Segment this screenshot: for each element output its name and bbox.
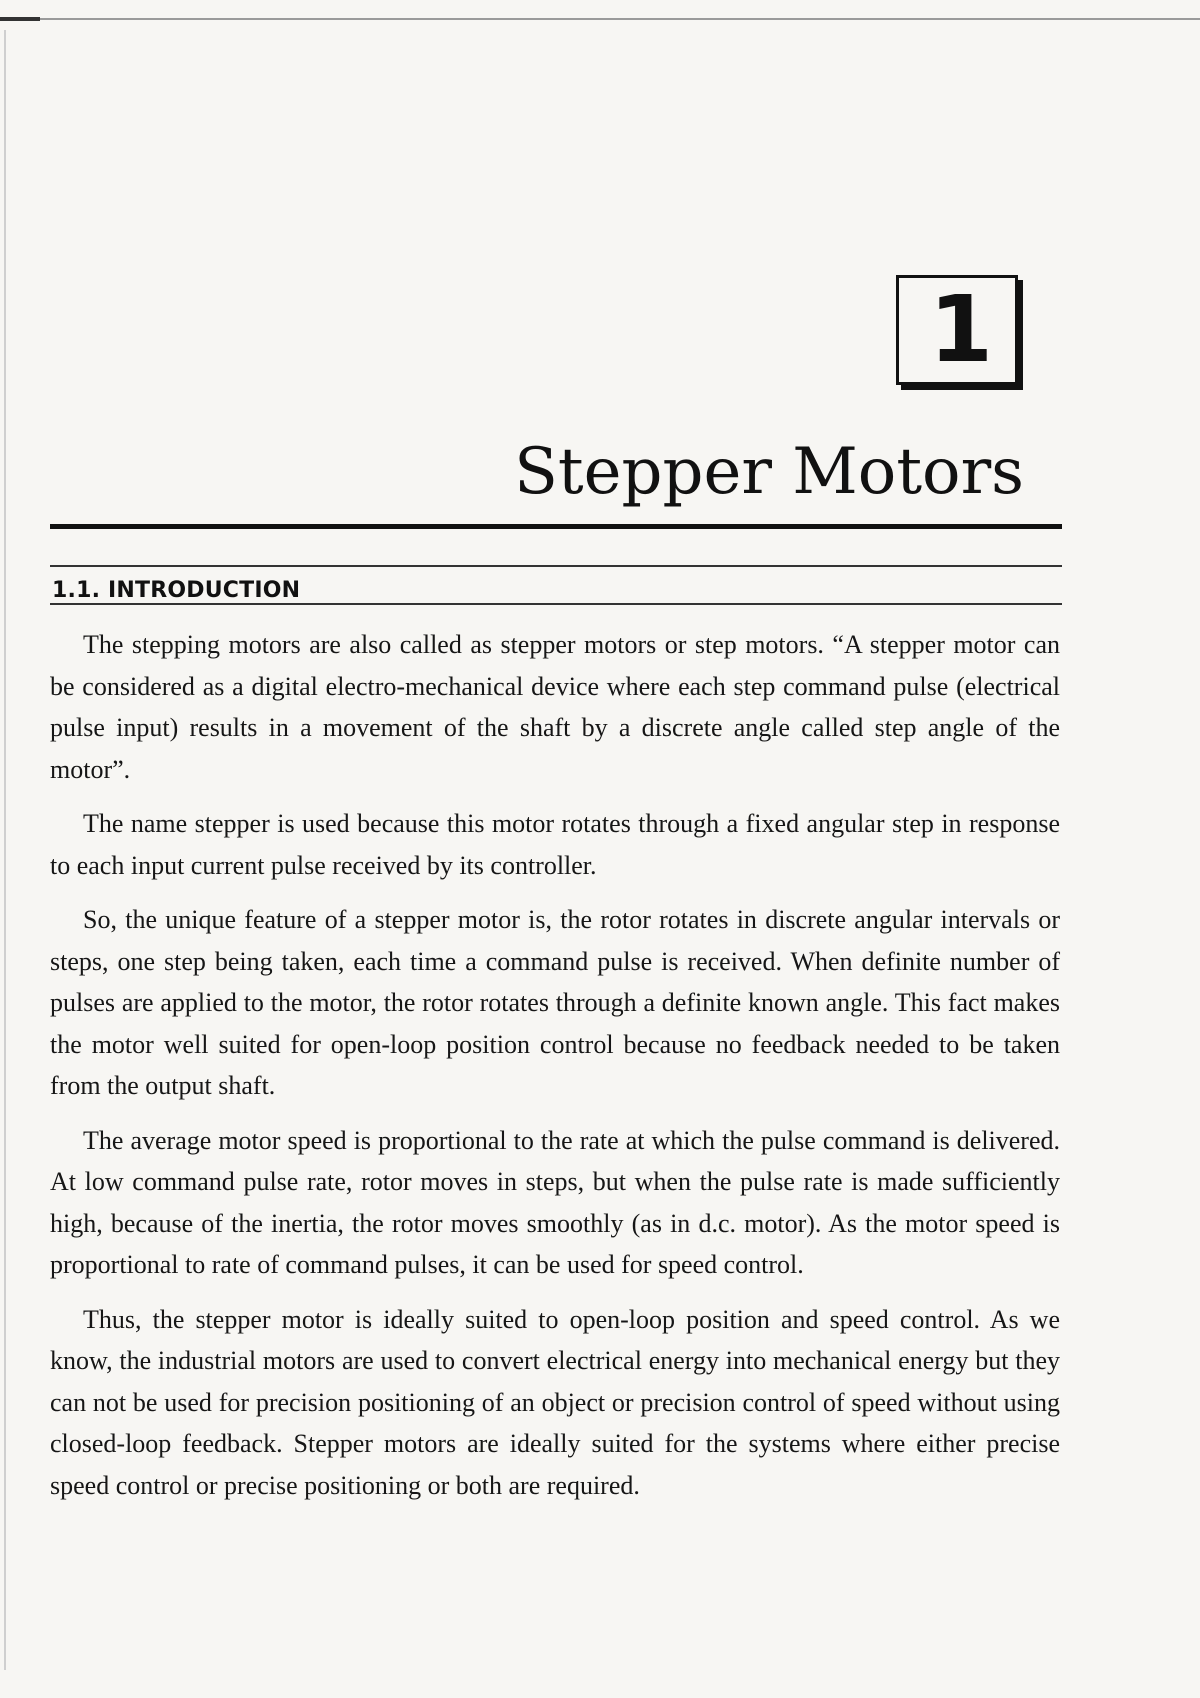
body-text: [50, 624, 1060, 1519]
paragraph: The average motor speed is proportional to the rate at which the pulse command is delivered. At low command pulse rate, rotor moves in steps, but when the pulse rate is made sufficiently high, because of the inertia, the rotor moves smoothly (as in d.c. motor). As the motor speed is proportional to rate of command pulses, it can be used for speed control.: [50, 1125, 1060, 1279]
chapter-number-box: [896, 275, 1018, 385]
top-edge-rule: [0, 18, 1200, 20]
paragraph: The name stepper is used because this motor rotates through a fixed angular step in response to each input current pulse received by its controller.: [50, 809, 1060, 880]
section-rule-bottom: [50, 603, 1062, 605]
section-rule-top: [50, 565, 1062, 567]
paragraph: So, the unique feature of a stepper motor is, the rotor rotates in discrete angular intervals or steps, one step being taken, each time a command pulse is received. When definite number of pulses are applied to the motor, the rotor rotates through a definite known angle. This fact makes the motor well suited for open-loop position control because no feedback needed to be taken from the output shaft.: [50, 905, 1060, 1100]
left-page-edge: [4, 30, 6, 1670]
chapter-title-rule: [50, 524, 1062, 529]
chapter-number: 1: [928, 276, 993, 383]
section-heading: 1.1. INTRODUCTION: [52, 578, 301, 603]
top-edge-mark: [0, 17, 40, 21]
paragraph: Thus, the stepper motor is ideally suited to open-loop position and speed control. As we know, the industrial motors are used to convert electrical energy into mechanical energy but they can not be used for precision positioning of an object or precision control of speed without using closed-loop feedback. Stepper motors are ideally suited for the systems where either precise speed control or precise positioning or both are required.: [50, 1304, 1060, 1500]
chapter-title: Stepper Motors: [514, 435, 1024, 509]
paragraph: The stepping motors are also called as stepper motors or step motors. “A stepper motor can be considered as a digital electro-mechanical device where each step command pulse (electrical pulse input) results in a movement of the shaft by a discrete angle called step angle of the motor”.: [50, 630, 1060, 784]
